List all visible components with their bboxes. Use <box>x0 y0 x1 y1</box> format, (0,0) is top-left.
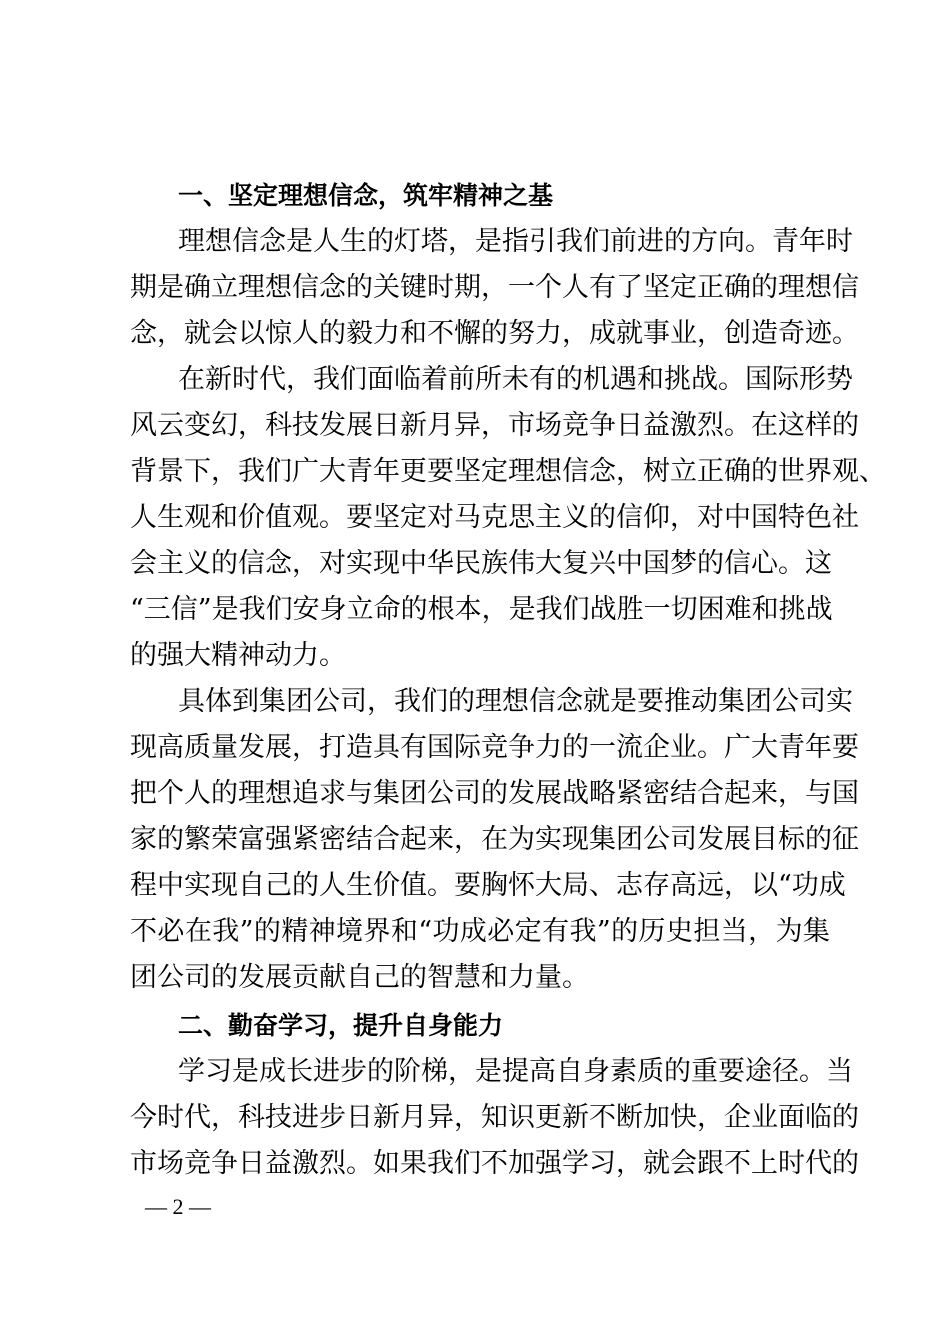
text-line: 现高质量发展，打造具有国际竞争力的一流企业。广大青年要 <box>130 732 859 763</box>
section-heading-2: 二、勤奋学习，提升自身能力 <box>178 1011 504 1040</box>
text-line: 期是确立理想信念的关键时期，一个人有了坚定正确的理想信 <box>130 272 859 303</box>
text-line: 家的繁荣富强紧密结合起来，在为实现集团公司发展目标的征 <box>130 824 859 855</box>
text-line: 具体到集团公司，我们的理想信念就是要推动集团公司实 <box>178 686 853 717</box>
section-heading-1: 一、坚定理想信念，筑牢精神之基 <box>178 181 554 210</box>
text-line: 不必在我”的精神境界和“功成必定有我”的历史担当，为集 <box>130 916 830 947</box>
text-line: 团公司的发展贡献自己的智慧和力量。 <box>130 962 589 993</box>
page-number: — 2 — <box>145 1194 211 1219</box>
text-line: 的强大精神动力。 <box>130 640 346 671</box>
text-line: 在新时代，我们面临着前所未有的机遇和挑战。国际形势 <box>178 364 853 395</box>
text-line: “三信”是我们安身立命的根本，是我们战胜一切困难和挑战 <box>130 594 833 625</box>
text-line: 理想信念是人生的灯塔，是指引我们前进的方向。青年时 <box>178 226 853 257</box>
text-line: 风云变幻，科技发展日新月异，市场竞争日益激烈。在这样的 <box>130 410 859 441</box>
text-line: 把个人的理想追求与集团公司的发展战略紧密结合起来，与国 <box>130 778 859 809</box>
text-line: 学习是成长进步的阶梯，是提高自身素质的重要途径。当 <box>178 1056 853 1087</box>
text-line: 背景下，我们广大青年更要坚定理想信念，树立正确的世界观、 <box>130 456 886 487</box>
text-line: 今时代，科技进步日新月异，知识更新不断加快，企业面临的 <box>130 1102 859 1133</box>
text-line: 程中实现自己的人生价值。要胸怀大局、志存高远，以“功成 <box>130 870 846 901</box>
text-line: 市场竞争日益激烈。如果我们不加强学习，就会跟不上时代的 <box>130 1148 859 1179</box>
text-line: 人生观和价值观。要坚定对马克思主义的信仰，对中国特色社 <box>130 502 859 533</box>
text-line: 念，就会以惊人的毅力和不懈的努力，成就事业，创造奇迹。 <box>130 318 859 349</box>
text-line: 会主义的信念，对实现中华民族伟大复兴中国梦的信心。这 <box>130 548 832 579</box>
